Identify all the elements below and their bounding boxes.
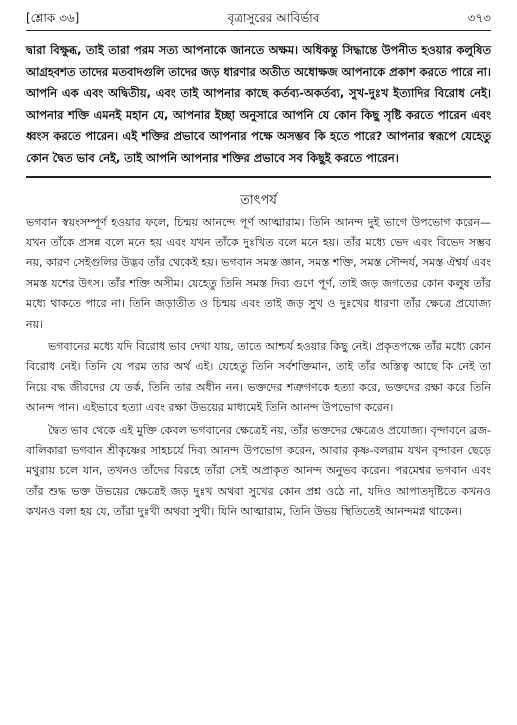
verse-reference: [শ্লোক ৩৬]: [26, 11, 80, 25]
purport-paragraph-3: দ্বৈত ভাব থেকে এই মুক্তি কেবল ভগবানের ক্ষেত্রেই নয়, তাঁর ভক্তদের ক্ষেত্রেও প্রযোজ্য। বৃন্দাবনে ব্রজ-বালিকারা ভগবান শ্রীকৃষ্ণের সাহচর্যে দিব্য আনন্দ উপভোগ করেন, আবার কৃষ্ণ-বলরাম যখন বৃন্দাবন ছেড়ে মথুরায় চলে যান, তখনও তাঁদের বিরহে তাঁরা সেই অপ্রাকৃত আনন্দ অনুভব করেন। পরমেশ্বর ভগবান এবং তাঁর শুদ্ধ ভক্ত উভয়ের ক্ষেত্রেই জড় দুঃখ অথবা সুখের কোন প্রশ্ন ওঠে না, যদিও আপাতদৃষ্টিতে কখনও কখনও বলা হয় যে, তাঁরা দুঃখী অথবা সুখী। যিনি আত্মারাম, তিনি উভয় স্থিতিতেই আনন্দমগ্ন থাকেন।: [26, 423, 491, 519]
chapter-title: বৃত্রাসুরের আবির্ভাব: [227, 11, 320, 25]
purport-paragraph-2: ভগবানের মধ্যে যদি বিরোধ ভাব দেখা যায়, তাতে আশ্চর্য হওয়ার কিছু নেই। প্রকৃতপক্ষে তাঁর মধ্যে কোন বিরোধ নেই। তিনি যে পরম তার অর্থ এই। যেহেতু তিনি সর্বশক্তিমান, তাই তাঁর অস্তিত্ব আছে কি নেই তা নিয়ে বদ্ধ জীবদের যে তর্ক, তিনি তার অধীন নন। ভক্তদের শত্রুগণকে হত্যা করে, ভক্তদের রক্ষা করে তিনি আনন্দ পান। এইভাবে হত্যা এবং রক্ষা উভয়ের মাধ্যমেই তিনি আনন্দ উপভোগ করেন।: [26, 340, 491, 415]
purport-heading: তাৎপর্য: [240, 192, 277, 208]
translation-text: দ্বারা বিক্ষুব্ধ, তাই তারা পরম সত্য আপনাকে জানতে অক্ষম। অধিকন্তু সিদ্ধান্তে উপনীত হওয়ার কলুষিত আগ্রহবশত তাদের মতবাদগুলি তাদের জড় ধারণার অতীত অধোক্ষজ আপনাকে প্রকাশ করতে পারে না। আপনি এক এবং অদ্বিতীয়, এবং তাই আপনার কাছে কর্তব্য-অকর্তব্য, সুখ-দুঃখ ইত্যাদির বিরোধ নেই। আপনার শক্তি এমনই মহান যে, আপনার ইচ্ছা অনুসারে আপনি যে কোন কিছু সৃষ্টি করতে পারেন এবং ধ্বংস করতে পারেন। এই শক্তির প্রভাবে আপনার পক্ষে অসম্ভব কি হতে পারে? আপনার স্বরূপে যেহেতু কোন দ্বৈত ভাব নেই, তাই আপনি আপনার শক্তির প্রভাবে সব কিছুই করতে পারেন।: [26, 43, 491, 165]
page-header: [26, 10, 491, 31]
page-number: ৩৭৩: [467, 11, 491, 25]
purport-section: [26, 191, 491, 523]
purport-paragraph-1: ভগবান স্বয়ংসম্পূর্ণ হওয়ার ফলে, চিন্ময় আনন্দে পূর্ণ আত্মারাম। তিনি আনন্দ দুই ভাগে উপভোগ করেন—যখন তাঁকে প্রসন্ন বলে মনে হয় এবং যখন তাঁকে দুঃখিত বলে মনে হয়। তাঁর মধ্যে ভেদ এবং বিভেদ সম্ভব নয়, কারণ সেইগুলির উদ্ভব তাঁর থেকেই হয়। ভগবান সমস্ত জ্ঞান, সমস্ত শক্তি, সমস্ত সৌন্দর্য, সমস্ত ঐশ্বর্য এবং সমস্ত যশের উৎস। তাঁর শক্তি অসীম। যেহেতু তিনি সমস্ত দিব্য গুণে পূর্ণ, তাই জড় জগতের কোন কলুষ তাঁর মধ্যে থাকতে পারে না। তিনি জড়াতীত ও চিন্ময় এবং তাই জড় সুখ ও দুঃখের ধারণা তাঁর ক্ষেত্রে প্রযোজ্য নয়।: [26, 215, 491, 331]
section-divider: [26, 176, 491, 178]
